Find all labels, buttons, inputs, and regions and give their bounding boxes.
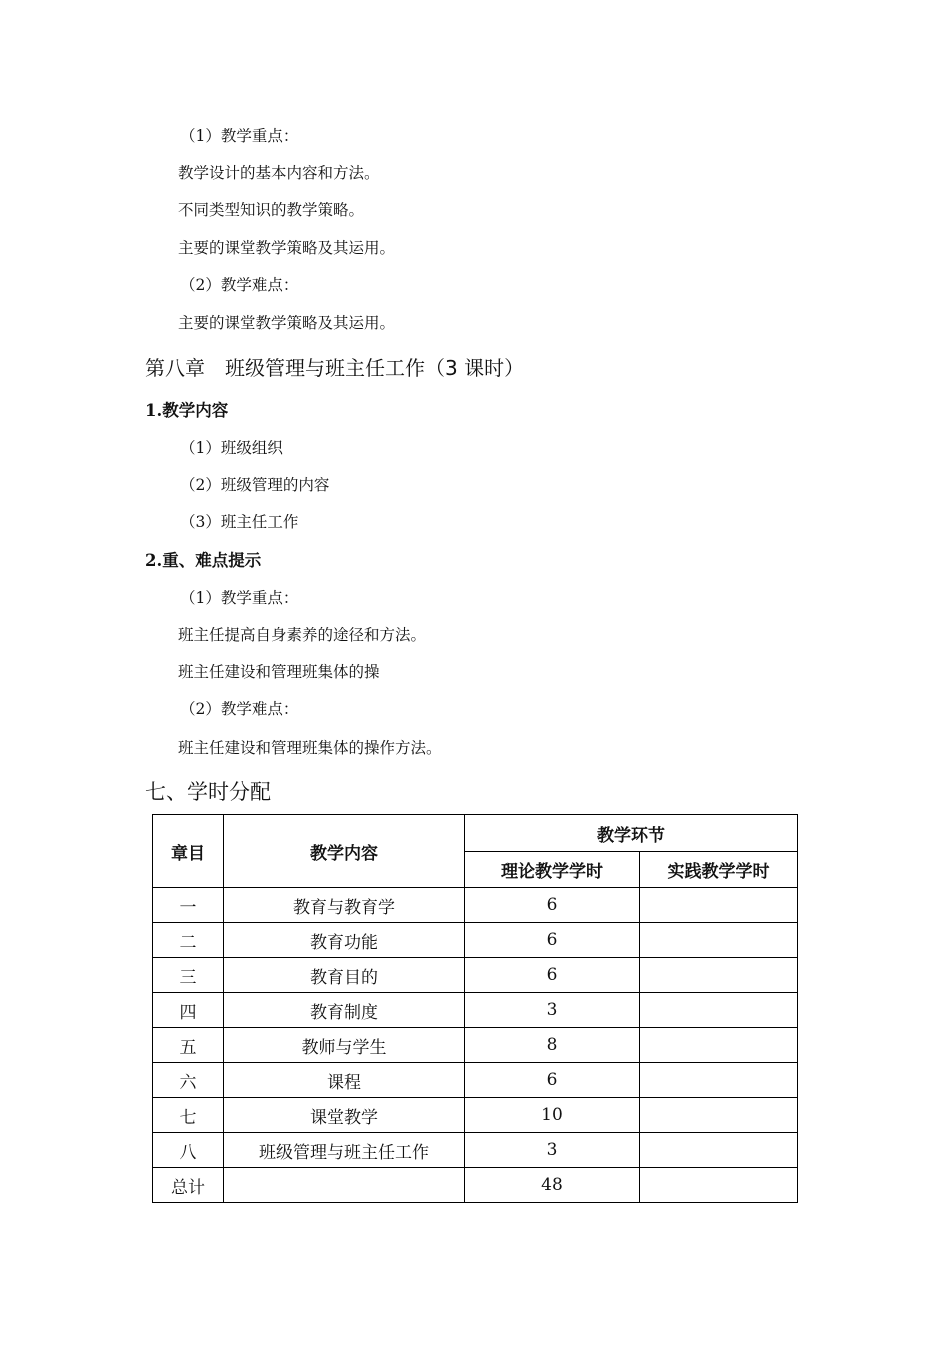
hours-allocation-table [152,814,798,1203]
table-row [153,993,798,1028]
cell-content [224,1168,465,1203]
cell-chapter: 总计 [153,1168,224,1203]
cell-theory: 6 [465,923,640,958]
cell-content: 课堂教学 [224,1098,465,1133]
header-theory-hours: 理论教学学时 [465,852,640,888]
cell-chapter: 五 [153,1028,224,1063]
cell-theory: 48 [465,1168,640,1203]
difficulty-label-ch8: （2）教学难点： [180,700,299,718]
cell-content: 教师与学生 [224,1028,465,1063]
cell-practice [640,888,798,923]
table-row [153,958,798,993]
cell-theory: 6 [465,888,640,923]
focus-item: 班主任建设和管理班集体的操 [178,663,380,681]
cell-content: 课程 [224,1063,465,1098]
table-row-total [153,1168,798,1203]
header-content: 教学内容 [224,815,465,888]
cell-theory: 8 [465,1028,640,1063]
cell-practice [640,1063,798,1098]
focus-item: 不同类型知识的教学策略。 [178,201,365,219]
cell-chapter: 八 [153,1133,224,1168]
cell-practice [640,923,798,958]
cell-theory: 10 [465,1098,640,1133]
cell-practice [640,958,798,993]
cell-chapter: 四 [153,993,224,1028]
table-row [153,1028,798,1063]
cell-practice [640,1028,798,1063]
focus-item: 班主任提高自身素养的途径和方法。 [178,626,427,644]
table-row [153,1098,798,1133]
header-stage: 教学环节 [465,815,798,852]
cell-content: 教育目的 [224,958,465,993]
focus-label-ch7: （1）教学重点： [180,127,299,145]
focus-label-ch8: （1）教学重点： [180,589,299,607]
content-item: （2）班级管理的内容 [180,476,330,494]
cell-chapter: 七 [153,1098,224,1133]
cell-theory: 6 [465,1063,640,1098]
difficulty-item: 班主任建设和管理班集体的操作方法。 [178,739,442,757]
difficulty-item: 主要的课堂教学策略及其运用。 [178,314,396,332]
difficulty-label-ch7: （2）教学难点： [180,276,299,294]
cell-content: 班级管理与班主任工作 [224,1133,465,1168]
header-chapter: 章目 [153,815,224,888]
cell-chapter: 一 [153,888,224,923]
cell-practice [640,1168,798,1203]
key-points-heading: 2.重、难点提示 [145,551,262,570]
table-row [153,923,798,958]
cell-practice [640,1133,798,1168]
section-7-title: 七、学时分配 [145,780,271,804]
content-item: （3）班主任工作 [180,513,299,531]
cell-practice [640,1098,798,1133]
cell-theory: 3 [465,993,640,1028]
focus-item: 教学设计的基本内容和方法。 [178,164,380,182]
cell-chapter: 六 [153,1063,224,1098]
table-row [153,888,798,923]
cell-theory: 6 [465,958,640,993]
cell-content: 教育与教育学 [224,888,465,923]
table-row [153,1063,798,1098]
cell-content: 教育功能 [224,923,465,958]
cell-chapter: 三 [153,958,224,993]
content-heading: 1.教学内容 [145,401,229,420]
table-row [153,1133,798,1168]
cell-practice [640,993,798,1028]
cell-content: 教育制度 [224,993,465,1028]
focus-item: 主要的课堂教学策略及其运用。 [178,239,396,257]
content-item: （1）班级组织 [180,439,283,457]
cell-theory: 3 [465,1133,640,1168]
cell-chapter: 二 [153,923,224,958]
header-practice-hours: 实践教学学时 [640,852,798,888]
chapter-8-title: 第八章 班级管理与班主任工作（3 课时） [145,356,525,380]
